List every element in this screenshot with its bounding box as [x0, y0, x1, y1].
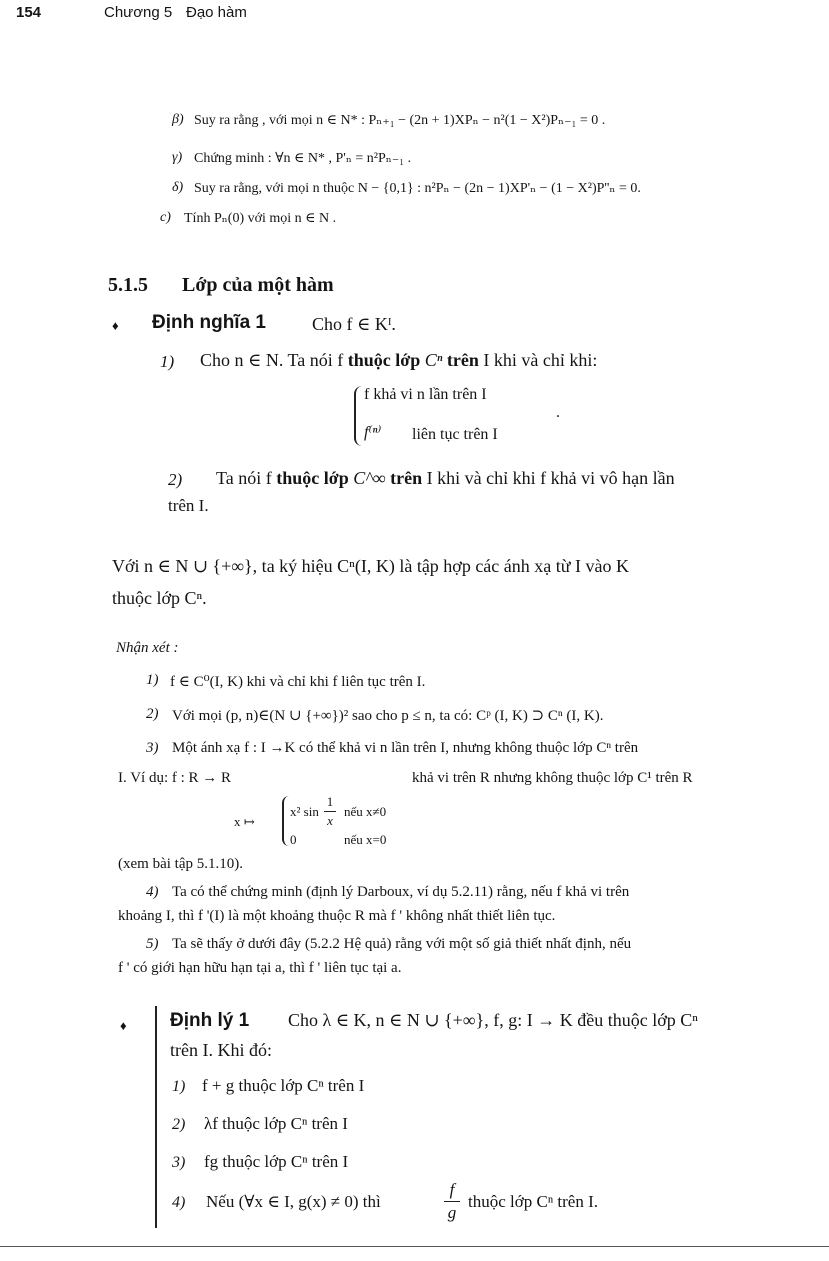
remark-4-line-2: khoảng I, thì f '(I) là một khoảng thuộc R mà f ' không nhất thiết liên tục. [118, 908, 556, 924]
page-number: 154 [16, 4, 42, 21]
theorem-item-4-pre: Nếu (∀x ∈ I, g(x) ≠ 0) thì [206, 1192, 381, 1211]
condition-2-symbol: f⁽ⁿ⁾ [364, 424, 382, 441]
theorem-heading: Định lý 1 [170, 1010, 250, 1031]
remark-3-example-right: khả vi trên R nhưng không thuộc lớp C¹ trên R [412, 770, 693, 786]
theorem-item-1-label: 1) [172, 1078, 186, 1095]
theorem-intro-line-2: trên I. Khi đó: [170, 1040, 272, 1060]
exercise-gamma-text: Chứng minh : ∀n ∈ N* , P'ₙ = n²Pₙ₋₁ . [194, 151, 412, 166]
remark-3-see-exercise: (xem bài tập 5.1.10). [118, 856, 243, 872]
theorem-bullet-icon: ♦ [120, 1018, 127, 1033]
exercise-delta-label: δ) [172, 180, 184, 195]
chapter-title: Đạo hàm [186, 4, 247, 21]
remark-4-label: 4) [146, 884, 159, 900]
definition-heading: Định nghĩa 1 [152, 312, 266, 333]
theorem-item-2-text: λf thuộc lớp Cⁿ trên I [204, 1114, 348, 1133]
example-fraction-num: 1 [326, 794, 334, 809]
definition-item1-pre: Cho n ∈ N. Ta nói f [200, 350, 344, 370]
definition-item2-pre: Ta nói f [216, 468, 272, 488]
notation-line-1: Với n ∈ N ∪ {+∞}, ta ký hiệu Cⁿ(I, K) là tập hợp các ánh xạ từ I vào K [112, 556, 630, 576]
theorem-intro: Cho λ ∈ K, n ∈ N ∪ {+∞}, f, g: I → K đều thuộc lớp Cⁿ [288, 1010, 698, 1030]
example-fraction-den: x [327, 813, 333, 828]
theorem-item-3-label: 3) [172, 1154, 186, 1171]
remark-4-line-1: Ta có thể chứng minh (định lý Darboux, ví dụ 5.2.11) rằng, nếu f khả vi trên [172, 884, 630, 900]
definition-item2-bold2: trên [390, 468, 423, 488]
section-title: Lớp của một hàm [182, 274, 334, 296]
definition-bullet-icon: ♦ [112, 318, 119, 333]
theorem-item-4-frac-bar [444, 1201, 460, 1202]
theorem-item-4-post: thuộc lớp Cⁿ trên I. [468, 1192, 599, 1211]
example-fraction [324, 794, 336, 829]
definition-item1-class: Cⁿ [424, 350, 443, 370]
remark-2-label: 2) [146, 706, 159, 722]
example-case2-expr: 0 [290, 832, 297, 847]
theorem-item-4-fraction [444, 1180, 460, 1223]
example-case1-expr: x² sin [290, 804, 319, 819]
remark-3-text: Một ánh xạ f : I →K có thể khả vi n lần trên I, nhưng không thuộc lớp Cⁿ trên [172, 740, 639, 756]
definition-item2-class: C^∞ [353, 468, 386, 488]
exercise-c-label: c) [160, 210, 171, 225]
definition-item2-line2: trên I. [168, 496, 209, 515]
definition-item1-line [200, 350, 597, 371]
remark-5-label: 5) [146, 936, 159, 952]
condition-1: f khả vi n lần trên I [364, 386, 487, 403]
definition-item1-label: 1) [160, 352, 175, 371]
remarks-heading: Nhận xét : [116, 640, 179, 656]
definition-item2-line [216, 468, 675, 489]
example-brace [282, 796, 289, 846]
theorem-item-4-frac-num: f [449, 1180, 455, 1199]
page-bottom-rule [0, 1246, 829, 1247]
example-mapping: x ↦ [234, 814, 255, 829]
exercise-gamma-label: γ) [172, 150, 183, 165]
theorem-item-2-label: 2) [172, 1116, 186, 1133]
condition-period: . [556, 404, 560, 421]
definition-item1-post: I khi và chỉ khi: [483, 350, 598, 370]
definition-item2-post: I khi và chỉ khi f khả vi vô hạn lần [426, 468, 675, 488]
remark-5-line-2: f ' có giới hạn hữu hạn tại a, thì f ' liên tục tại a. [118, 960, 402, 976]
theorem-item-3-text: fg thuộc lớp Cⁿ trên I [204, 1152, 349, 1171]
definition-item1-bold: thuộc lớp [347, 350, 421, 370]
chapter-label: Chương 5 [104, 4, 173, 21]
example-case2-cond: nếu x=0 [344, 832, 387, 847]
section-number: 5.1.5 [108, 274, 148, 296]
condition-2-text: liên tục trên I [412, 426, 498, 443]
exercise-delta-text: Suy ra rằng, với mọi n thuộc N − {0,1} : n²Pₙ − (2n − 1)XP'ₙ − (1 − X²)P''ₙ = 0. [194, 181, 641, 196]
exercise-beta-text: Suy ra rằng , với mọi n ∈ N* : Pₙ₊₁ − (2n + 1)XPₙ − n²(1 − X²)Pₙ₋₁ = 0 . [194, 113, 606, 128]
remark-2-text: Với mọi (p, n)∈(N ∪ {+∞})² sao cho p ≤ n, ta có: Cᵖ (I, K) ⊃ Cⁿ (I, K). [172, 708, 604, 724]
example-fraction-bar [324, 811, 336, 812]
remark-3-example-left: I. Ví dụ: f : R → R [118, 770, 232, 786]
example-case1-cond: nếu x≠0 [344, 804, 387, 819]
theorem-left-rule [155, 1006, 157, 1228]
definition-item2-bold: thuộc lớp [276, 468, 349, 488]
definition-item1-bold2: trên [446, 350, 479, 370]
remark-3-label: 3) [146, 740, 159, 756]
condition-brace [354, 386, 363, 446]
remark-1-label: 1) [146, 672, 159, 688]
theorem-item-4-label: 4) [172, 1194, 186, 1211]
theorem-item-4-frac-den: g [447, 1203, 457, 1222]
remark-1-text: f ∈ C⁰(I, K) khi và chỉ khi f liên tục trên I. [170, 674, 426, 690]
remark-5-line-1: Ta sẽ thấy ở dưới đây (5.2.2 Hệ quả) rằng với một số giả thiết nhất định, nếu [172, 936, 632, 952]
notation-line-2: thuộc lớp Cⁿ. [112, 588, 207, 608]
definition-item2-label: 2) [168, 470, 183, 489]
exercise-c-text: Tính Pₙ(0) với mọi n ∈ N . [184, 211, 337, 226]
theorem-item-1-text: f + g thuộc lớp Cⁿ trên I [202, 1076, 365, 1095]
exercise-beta-label: β) [172, 112, 184, 127]
definition-intro: Cho f ∈ Kᴵ. [312, 314, 396, 334]
